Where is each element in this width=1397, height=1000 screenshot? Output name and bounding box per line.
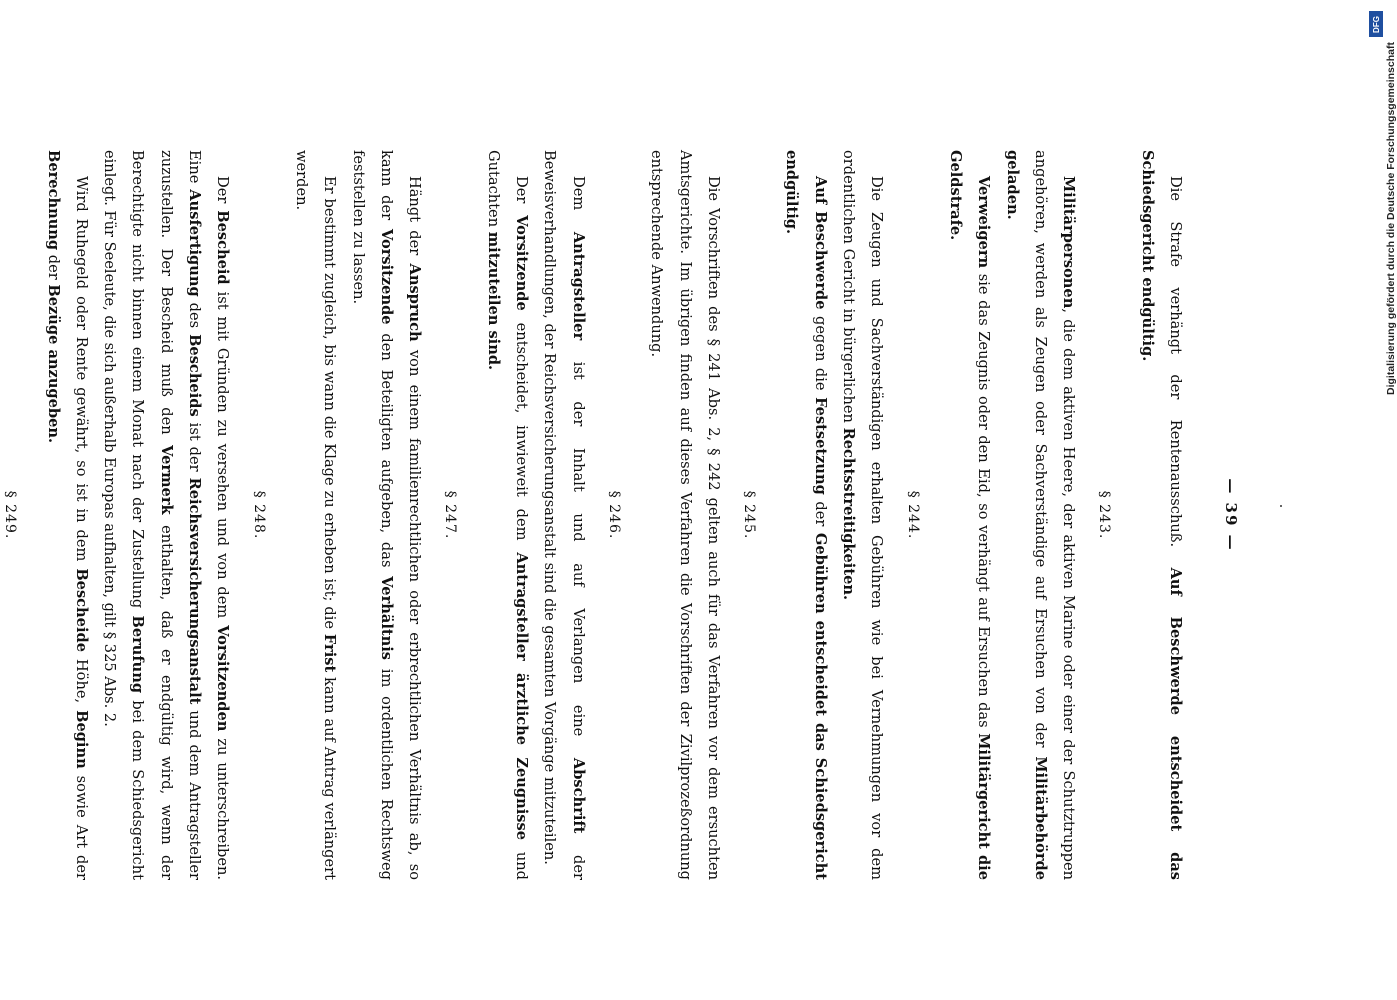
paragraph xyxy=(642,150,727,880)
funding-note-text: Digitalisierung gefördert durch die Deutsche Forschungsgemeinschaft xyxy=(1385,42,1397,395)
section-heading: § 243. xyxy=(1096,490,1113,540)
section-heading: § 249. xyxy=(2,490,19,540)
emphasized-text: mitzuteilen sind. xyxy=(484,231,502,371)
paragraph-text: bei dem Schiedsgericht einlegt. Für Seeleute, die sich außerhalb Europas aufhalten, gilt § 325 Abs. 2. xyxy=(101,150,147,880)
paragraph-text: kann auf Antrag verlängert werden. xyxy=(292,150,339,880)
emphasized-text: Bescheid xyxy=(214,210,232,285)
emphasized-text: Auf Beschwerde entscheidet das Schiedsgericht endgültig. xyxy=(1138,150,1184,880)
paragraph-text: Der xyxy=(214,176,232,211)
emphasized-text: Antragsteller xyxy=(569,231,587,341)
paragraph-text: sie das Zeugnis oder den Eid, so verhängt auf Ersuchen das xyxy=(975,268,993,734)
paragraph xyxy=(38,150,95,880)
emphasized-text: Festsetzung xyxy=(811,397,829,495)
paragraph-text: entscheidet, inwieweit dem xyxy=(513,310,531,553)
paragraph xyxy=(941,150,998,880)
emphasized-text: Ausfertigung xyxy=(186,189,204,297)
paragraph-text: Die Vorschriften des § 241 Abs. 2, § 242 gelten auch für das Verfahren vor dem ersuchten Amtsgerichte. Im übrigen finden auf dieses Verfahren die Vorschriften der Zivilprozeßordnung entsprechende Anwendung. xyxy=(648,150,722,880)
emphasized-text: Militärbehörde geladen. xyxy=(1003,150,1049,880)
paragraph-text: ist mit Gründen zu versehen und von dem xyxy=(214,284,232,626)
paragraph xyxy=(535,150,592,880)
emphasized-text: Bescheids xyxy=(186,334,204,417)
emphasized-text: Militärpersonen xyxy=(1060,176,1078,309)
emphasized-text: Beginn xyxy=(72,710,90,769)
paragraph-text: Höhe, xyxy=(72,651,90,711)
paragraph xyxy=(478,150,535,880)
page-number: — 39 — xyxy=(1222,478,1240,552)
paragraph-text: des xyxy=(186,296,204,335)
emphasized-text: Berufung xyxy=(129,615,147,694)
emphasized-text: Verhältnis xyxy=(377,576,395,660)
paragraph-text: Hängt der xyxy=(406,176,424,264)
paragraph xyxy=(997,150,1082,880)
paragraph-text: der xyxy=(811,494,829,533)
paragraph-text: Wird Ruhegeld oder Rente gewährt, so ist in dem xyxy=(72,176,90,569)
emphasized-text: Verweigern xyxy=(975,176,993,269)
paragraph-text: den Beteiligten aufgeben, das xyxy=(377,324,395,577)
paragraph-text: Dem xyxy=(569,176,587,232)
emphasized-text: Militärgericht die Geldstrafe. xyxy=(946,150,993,880)
emphasized-text: Berechnung xyxy=(44,150,62,251)
paragraph-text: Die Zeugen und Sachverständigen erhalten Gebühren wie bei Vernehmungen vor dem ordentlichen Gericht in bürgerlichen xyxy=(840,150,886,880)
section-heading: § 246. xyxy=(605,490,622,540)
funding-note xyxy=(1355,5,1395,995)
paragraph-text: im ordentlichen Rechtsweg feststellen zu lassen. xyxy=(349,150,395,880)
paragraph-text: zu unterschreiben. Eine xyxy=(186,150,232,881)
emphasized-text: Rechtsstreitigkeiten. xyxy=(840,427,858,601)
paragraph-text: Er bestimmt zugleich, bis wann die Klage zu erheben ist; die xyxy=(321,176,339,634)
paragraph-text: enthalten, daß er endgültig wird, wenn der Berechtigte nicht binnen einem Monat nach der Zustellung xyxy=(129,150,175,880)
emphasized-text: Antragsteller ärztliche Zeugnisse xyxy=(513,552,531,840)
paragraph-text: sowie Art der xyxy=(72,768,90,881)
paragraph xyxy=(287,150,344,880)
paragraph xyxy=(834,150,891,880)
paragraph-text: gegen die xyxy=(811,309,829,398)
section-heading: § 245. xyxy=(741,490,758,540)
paragraph-text: der xyxy=(44,250,62,285)
paragraph-text: , die dem aktiven Heere, der aktiven Marine oder einer der Schutztruppen angehören, werden als Zeugen oder Sachverständige auf Ersuchen von der xyxy=(1031,150,1078,880)
emphasized-text: Vorsitzende xyxy=(377,228,395,325)
paragraph xyxy=(777,150,834,880)
section-heading: § 244. xyxy=(904,490,921,540)
emphasized-text: Bezüge anzugeben. xyxy=(44,284,62,444)
paragraph-text: ist der xyxy=(186,416,204,478)
paragraph xyxy=(95,150,236,880)
emphasized-text: Abschrift xyxy=(569,757,587,834)
emphasized-text: Vermerk xyxy=(157,445,175,515)
section-heading: § 248. xyxy=(250,490,267,540)
section-heading: § 247. xyxy=(442,490,459,540)
paragraph-text: von einem familienrechtlichen oder erbrechtlichen Verhältnis ab, so kann der xyxy=(377,150,424,880)
paragraph-text: Der xyxy=(513,176,531,216)
paragraph-text: und dem Antragsteller zuzustellen. Der Bescheid muß den xyxy=(157,150,204,880)
emphasized-text: Vorsitzende xyxy=(513,215,531,311)
emphasized-text: Vorsitzenden xyxy=(214,625,232,732)
emphasized-text: Auf Beschwerde xyxy=(811,176,829,310)
scan-speck xyxy=(1280,505,1282,507)
emphasized-text: Frist xyxy=(321,633,339,673)
paragraph xyxy=(343,150,428,880)
emphasized-text: Bescheide xyxy=(72,568,90,652)
dfg-logo xyxy=(1369,11,1383,37)
paragraph-text: der Beweisverhandlungen, der Reichsversicherungsanstalt sind die gesamten Vorgänge mitzuteilen. xyxy=(541,150,587,880)
paragraph-text: ist der Inhalt und auf Verlangen eine xyxy=(569,340,587,758)
document-page xyxy=(2,150,1245,881)
page-body xyxy=(0,150,1189,880)
emphasized-text: Reichsversicherungsanstalt xyxy=(186,477,204,705)
paragraph xyxy=(1132,150,1189,880)
paragraph-text: Die Strafe verhängt der Rentenausschuß. xyxy=(1167,176,1184,568)
dfg-logo-text: DFG xyxy=(1371,15,1381,33)
emphasized-text: Gebühren entscheidet das Schiedsgericht endgültig. xyxy=(783,150,829,881)
emphasized-text: Anspruch xyxy=(406,263,424,342)
paragraph-text: und Gutachten xyxy=(484,150,531,880)
